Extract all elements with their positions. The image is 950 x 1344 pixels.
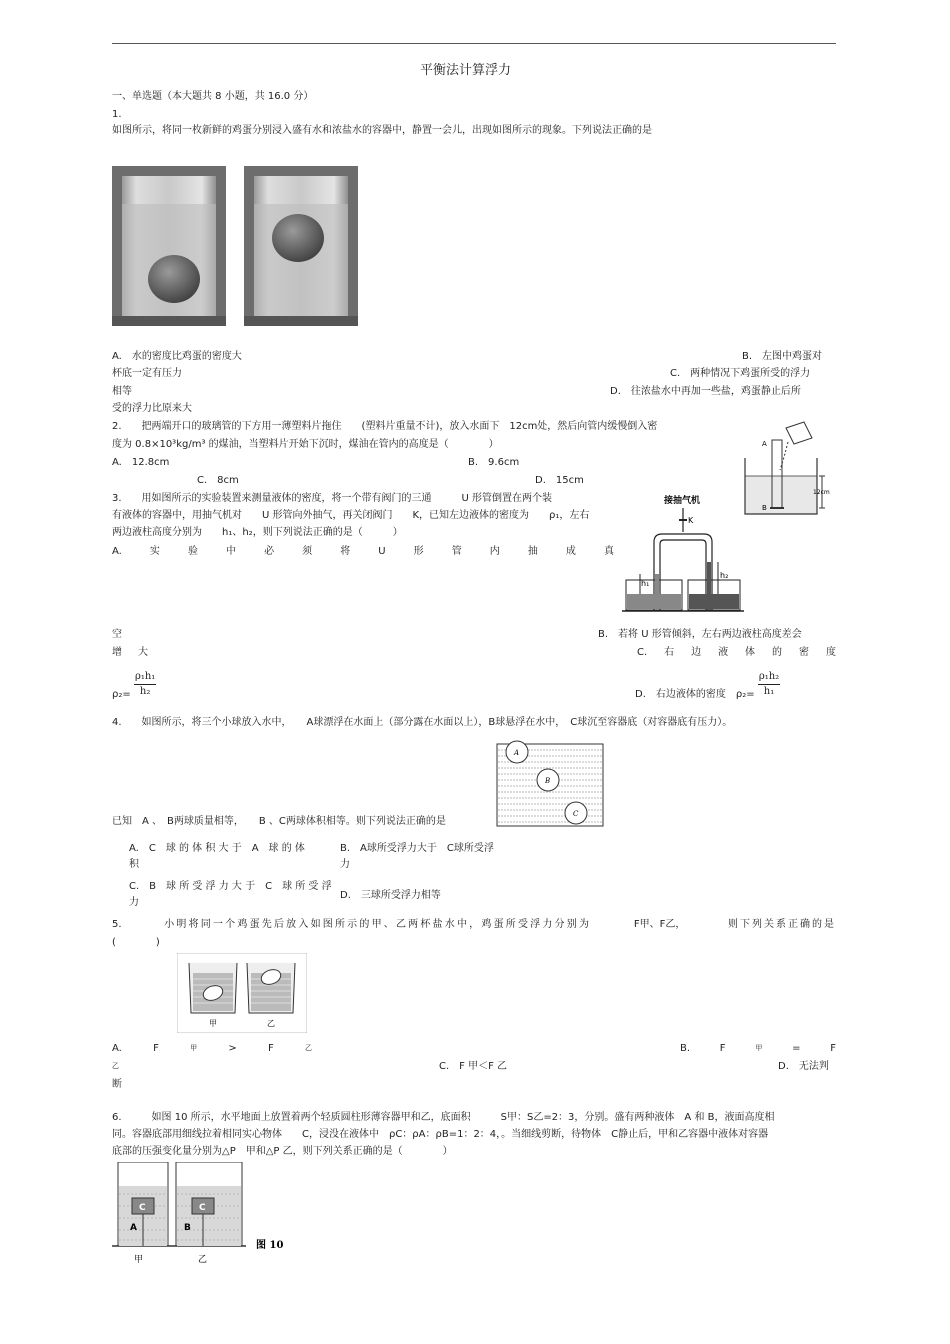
container-jia xyxy=(118,1162,168,1246)
q5-option-c[interactable]: C. F 甲＜F 乙 xyxy=(439,1061,508,1072)
fig-label-h2: h₂ xyxy=(720,571,729,580)
q2-line2: 度为 0.8×10³kg/m³ 的煤油，当塑料片开始下沉时，煤油在管内的高度是（ ） xyxy=(112,439,499,450)
q2-tube-figure xyxy=(742,418,836,518)
q4-option-a-cont: 积 xyxy=(129,859,139,870)
q1-option-b[interactable]: B. 左图中鸡蛋对 xyxy=(742,351,823,362)
q1-number: 1. xyxy=(112,109,122,120)
q4-option-a[interactable]: A. C 球 的 体 积 大 于 A 球 的 体 xyxy=(129,843,305,854)
q1-egg-photos xyxy=(112,166,358,326)
q4-option-d[interactable]: D. 三球所受浮力相等 xyxy=(340,890,441,901)
cup-yi xyxy=(247,963,295,1013)
q1-option-c-cont: 相等 xyxy=(112,386,132,397)
svg-text:B: B xyxy=(184,1223,191,1233)
svg-text:甲: 甲 xyxy=(134,1255,144,1265)
svg-text:C: C xyxy=(139,1203,146,1213)
svg-text:A: A xyxy=(130,1223,137,1233)
q5-option-b-cont: 乙 xyxy=(112,1062,119,1070)
q1-option-d-cont: 受的浮力比原来大 xyxy=(112,403,192,414)
q1-option-a[interactable]: A. 水的密度比鸡蛋的密度大 xyxy=(112,351,242,362)
saltwater-beaker xyxy=(244,166,358,326)
figure-10-caption: 图 10 xyxy=(256,1240,284,1251)
water-beaker xyxy=(112,166,226,326)
q3-line2: 有液体的容器中，用抽气机对 U 形管向外抽气，再关闭阀门 K，已知左边液体的密度为 ρ₁，左右 xyxy=(112,510,590,521)
fraction-c: $\frac{\text{ρ₁h₁}}{\text{h₂}}$ xyxy=(134,671,156,697)
q3-option-c-formula xyxy=(112,670,156,699)
q3-u-tube-figure xyxy=(622,490,744,614)
q3-option-b-end: 增 大 xyxy=(112,647,148,658)
q5-line2: ( ) xyxy=(112,937,160,948)
q5-option-d-cont: 断 xyxy=(112,1079,122,1090)
svg-text:C: C xyxy=(573,810,579,818)
q4-known: 已知 A 、 B两球质量相等， B 、C两球体积相等。则下列说法正确的是 xyxy=(112,816,446,827)
q4-option-c-cont: 力 xyxy=(129,897,139,908)
q3-option-d[interactable]: D. 右边液体的密度 ρ₂= $\frac{\text{ρ₁h₂}}{\text{h₁}}$ xyxy=(635,671,780,700)
q2-line1: 2. 把两端开口的玻璃管的下方用一薄塑料片拖住 (塑料片重量不计)，放入水面下 12cm处，然后向管内缓慢倒入密 xyxy=(112,421,658,432)
q6-containers-figure xyxy=(112,1162,292,1266)
q3-option-a-end: 空 xyxy=(112,629,122,640)
q5-option-a[interactable]: A. F 甲 > F 乙 xyxy=(112,1043,312,1054)
q1-option-d[interactable]: D. 往浓盐水中再加一些盐，鸡蛋静止后所 xyxy=(610,386,801,397)
q2-option-b[interactable]: B. 9.6cm xyxy=(468,457,520,468)
q4-option-b-cont: 力 xyxy=(340,859,350,870)
q1-option-c[interactable]: C. 两种情况下鸡蛋所受的浮力 xyxy=(670,368,811,379)
q2-option-d[interactable]: D. 15cm xyxy=(535,475,584,486)
q4-stem: 4. 如图所示，将三个小球放入水中， A球漂浮在水面上（部分露在水面以上），B球悬浮在水中， C球沉至容器底（对容器底有压力）。 xyxy=(112,717,733,728)
fig-label-b: B xyxy=(762,504,767,512)
svg-text:甲: 甲 xyxy=(209,1019,217,1028)
fig-label-k: K xyxy=(688,516,694,525)
svg-text:C: C xyxy=(199,1203,206,1213)
container-yi xyxy=(176,1162,242,1246)
q5-option-b[interactable]: B. F 甲 = F xyxy=(680,1043,836,1054)
q4-balls-figure xyxy=(495,738,605,828)
q3-line1: 3. 用如图所示的实验装置来测量液体的密度，将一个带有阀门的三通 U 形管倒置在两个装 xyxy=(112,493,553,504)
q6-line3: 底部的压强变化量分别为△P 甲和△P 乙，则下列关系正确的是（ ） xyxy=(112,1146,453,1157)
q3-option-a[interactable]: A. 实 验 中 必 须 将 U 形 管 内 抽 成 真 xyxy=(112,546,614,557)
q6-line1: 6. 如图 10 所示，水平地面上放置着两个轻质圆柱形薄容器甲和乙，底面积 S甲：S乙=2：3，分别。盛有两种液体 A 和 B，液面高度相 xyxy=(112,1112,775,1123)
q6-line2: 同。容器底部用细线拉着相同实心物体 C，浸没在液体中 ρC：ρA：ρB=1：2：4，。当细线剪断，待物体 C静止后，甲和乙容器中液体对容器 xyxy=(112,1129,769,1140)
svg-text:乙: 乙 xyxy=(267,1019,275,1028)
fig-title: 接抽气机 xyxy=(664,496,701,506)
fig-label-h1: h₁ xyxy=(641,579,650,588)
svg-text:乙: 乙 xyxy=(198,1255,208,1265)
svg-text:A: A xyxy=(514,749,520,757)
egg-icon xyxy=(148,255,200,303)
header-rule xyxy=(112,43,836,44)
fraction-d: $\frac{\text{ρ₁h₂}}{\text{h₁}}$ xyxy=(758,671,780,697)
q3-option-b[interactable]: B. 若将 U 形管倾斜，左右两边液柱高度差会 xyxy=(598,629,802,640)
rho-right-label: ρ₂= xyxy=(112,688,131,700)
q1-option-b-cont: 杯底一定有压力 xyxy=(112,368,182,379)
q3-option-c[interactable]: C. 右 边 液 体 的 密 度 xyxy=(637,647,836,658)
section-heading: 一、单选题（本大题共 8 小题，共 16.0 分） xyxy=(112,91,314,102)
q2-option-a[interactable]: A. 12.8cm xyxy=(112,457,170,468)
q5-line1: 5. 小明将同一个鸡蛋先后放入如图所示的甲、乙两杯盐水中，鸡蛋所受浮力分别为 F甲、F乙， 则下列关系正确的是 xyxy=(112,919,836,930)
svg-text:B: B xyxy=(545,777,551,785)
document-title: 平衡法计算浮力 xyxy=(420,63,512,78)
q5-option-d[interactable]: D. 无法判 xyxy=(778,1061,829,1072)
fig-label-a: A xyxy=(762,440,767,448)
fig-label-12cm: 12cm xyxy=(813,489,830,496)
q2-option-c[interactable]: C. 8cm xyxy=(197,475,239,486)
cup-jia xyxy=(189,963,237,1013)
q1-stem: 如图所示，将同一枚新鲜的鸡蛋分别浸入盛有水和浓盐水的容器中，静置一会儿，出现如图所示的现象。下列说法正确的是 xyxy=(112,125,652,136)
egg-icon xyxy=(272,214,324,262)
q4-option-c[interactable]: C. B 球 所 受 浮 力 大 于 C 球 所 受 浮 xyxy=(129,881,332,892)
q5-cups-figure xyxy=(177,953,307,1033)
q4-option-b[interactable]: B. A球所受浮力大于 C球所受浮 xyxy=(340,843,494,854)
q3-line3: 两边液柱高度分别为 h₁、h₂，则下列说法正确的是（ ） xyxy=(112,527,403,538)
